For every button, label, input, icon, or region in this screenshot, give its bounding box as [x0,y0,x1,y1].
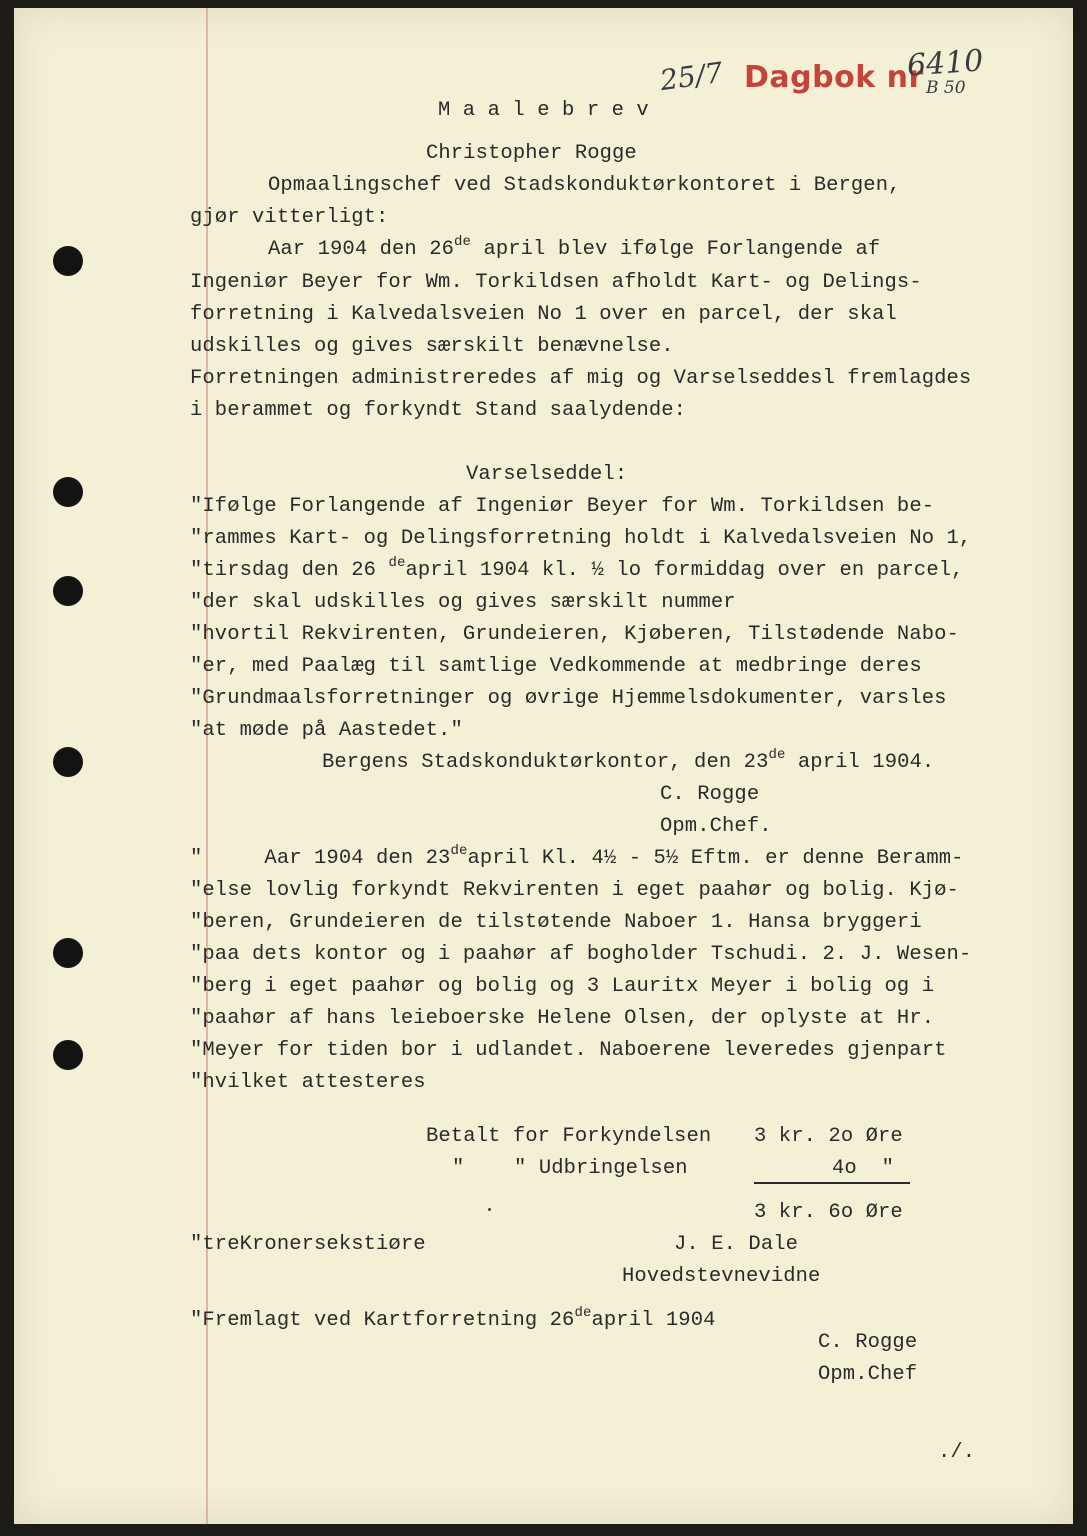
paragraph-line: Aar 1904 den 26de april blev ifølge Forlangende af [268,234,881,261]
signature-name: C. Rogge [660,783,760,806]
signature-title: Hovedstevnevidne [622,1265,821,1288]
paragraph-line: Ingeniør Beyer for Wm. Torkildsen afholdt Kart- og Delings- [190,271,922,294]
stamp-date-handwritten: 25/7 [658,55,725,98]
dagbok-stamp: Dagbok nr [744,60,924,95]
fee-label: Betalt for Forkyndelsen [426,1125,712,1148]
certification-line: "beren, Grundeieren de tilstøtende Naboer 1. Hansa bryggeri [190,911,922,934]
certification-line: "berg i eget paahør og bolig og 3 Lauritx Meyer i bolig og i [190,975,935,998]
signature-title: Opm.Chef [818,1363,918,1386]
punch-hole [53,1040,83,1070]
ink-dot [488,1208,491,1211]
heading: M a a l e b r e v [438,99,649,122]
punch-hole [53,477,83,507]
paragraph-line: udskilles og gives særskilt benævnelse. [190,335,674,358]
certification-line: "paahør af hans leieboerske Helene Olsen, der oplyste at Hr. [190,1007,935,1030]
notice-line: Bergens Stadskonduktørkontor, den 23de april 1904. [322,747,935,774]
paragraph-line: forretning i Kalvedalsveien No 1 over en parcel, der skal [190,303,897,326]
notice-line: "hvortil Rekvirenten, Grundeieren, Kjøberen, Tilstødende Nabo- [190,623,959,646]
stamp-number-handwritten: 6410 [905,43,985,84]
notice-line: "Grundmaalsforretninger og øvrige Hjemmelsdokumenter, varsles [190,687,947,710]
stamp-year-handwritten: B 50 [926,78,966,98]
intro-line: gjør vitterligt: [190,206,389,229]
intro-line: Opmaalingschef ved Stadskonduktørkontoret i Bergen, [268,174,901,197]
notice-line: "at møde på Aastedet." [190,719,463,742]
punch-hole [53,576,83,606]
surveyor-name: Christopher Rogge [426,142,637,165]
notice-line: "rammes Kart- og Delingsforretning holdt i Kalvedalsveien No 1, [190,527,972,550]
document-page [14,8,1073,1524]
certification-line: "paa dets kontor og i paahør af bogholder Tschudi. 2. J. Wesen- [190,943,972,966]
amount-in-words: "treKronersekstiøre [190,1233,426,1256]
sum-rule [754,1182,910,1184]
punch-hole [53,246,83,276]
fee-label: " " Udbringelsen [452,1157,688,1180]
notice-line: "der skal udskilles og gives særskilt nummer [190,591,736,614]
presented-line: "Fremlagt ved Kartforretning 26deapril 1904 [190,1305,716,1332]
punch-hole [53,938,83,968]
notice-line: "Ifølge Forlangende af Ingeniør Beyer for Wm. Torkildsen be- [190,495,935,518]
signature-name: J. E. Dale [674,1233,799,1256]
certification-line: "hvilket attesteres [190,1071,426,1094]
fee-amount: 4o " [832,1157,895,1180]
fee-amount: 3 kr. 2o Øre [754,1125,903,1148]
notice-line: "tirsdag den 26 $^{de}$april 1904 kl. ½ lo formiddag over en parcel, [190,555,964,582]
certification-line: "Meyer for tiden bor i udlandet. Naboerene leveredes gjenpart [190,1039,947,1062]
subheading: Varselseddel: [466,463,628,486]
certification-line: "else lovlig forkyndt Rekvirenten i eget paahør og bolig. Kjø- [190,879,959,902]
fee-total: 3 kr. 6o Øre [754,1201,903,1224]
certification-line: " Aar 1904 den 23deapril Kl. 4½ - 5½ Eftm. er denne Beramm- [190,843,964,870]
notice-line: "er, med Paalæg til samtlige Vedkommende at medbringe deres [190,655,922,678]
paragraph-line: Forretningen administreredes af mig og Varselseddesl fremlagdes [190,367,972,390]
paragraph-line: i berammet og forkyndt Stand saalydende: [190,399,687,422]
red-margin-line [206,8,208,1524]
signature-title: Opm.Chef. [660,815,772,838]
punch-hole [53,747,83,777]
signature-name: C. Rogge [818,1331,918,1354]
continuation-mark: ./. [938,1441,976,1464]
